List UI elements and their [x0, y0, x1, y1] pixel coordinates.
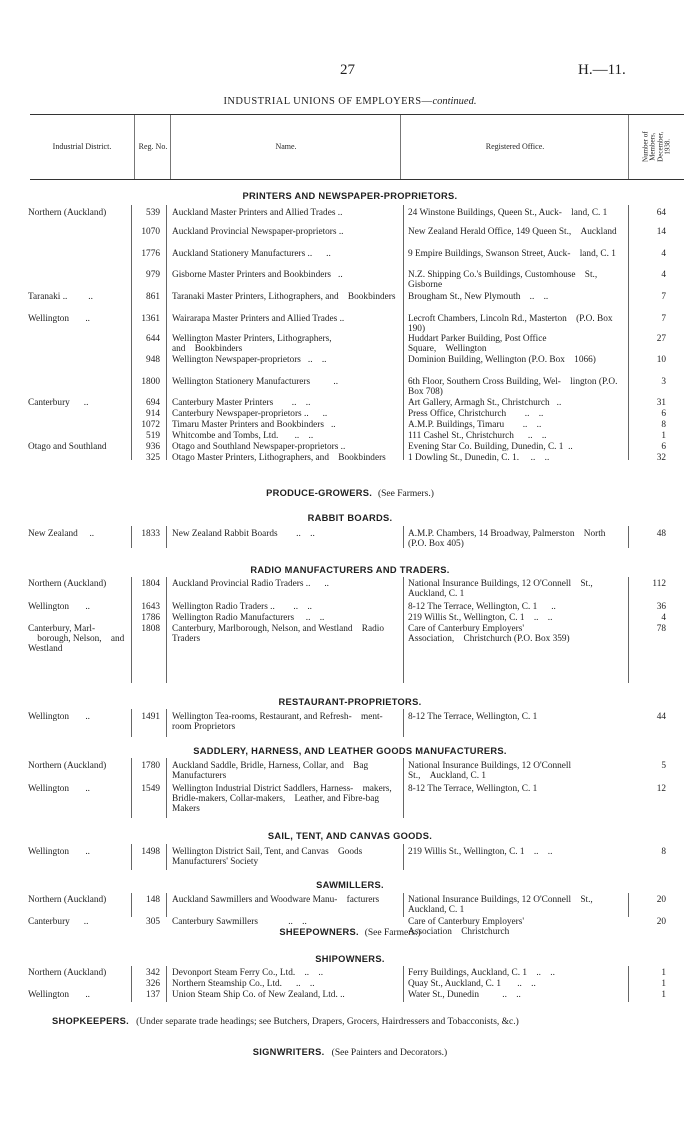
cell-office: Care of Canterbury Employers' Association Christchurch [408, 917, 525, 937]
col-header-members [628, 115, 685, 179]
cell-reg: 936 [146, 442, 160, 452]
cell-members: 6 [661, 442, 666, 452]
cell-office: 8-12 The Terrace, Wellington, C. 1 [408, 784, 538, 794]
signwriters-title: SIGNWRITERS. [252, 1047, 325, 1057]
cell-reg: 1808 [141, 624, 160, 634]
cell-name: Devonport Steam Ferry Co., Ltd. .. .. [172, 968, 324, 978]
cell-office: 219 Willis St., Wellington, C. 1 .. .. [408, 613, 553, 623]
cell-district: Northern (Auckland) [28, 579, 107, 589]
cell-district: Canterbury .. [28, 398, 89, 408]
section-heading: SADDLERY, HARNESS, AND LEATHER GOODS MANUFACTURERS. [193, 746, 507, 756]
cell-members: 10 [656, 355, 666, 365]
cell-office: 8-12 The Terrace, Wellington, C. 1 .. [408, 602, 556, 612]
section-heading-title: PRODUCE-GROWERS. [266, 488, 373, 498]
cell-name: Wellington Stationery Manufacturers .. [172, 377, 339, 387]
cell-name: Wellington Master Printers, Lithographers, and Bookbinders [172, 334, 332, 354]
cell-reg: 1804 [141, 579, 160, 589]
cell-reg: 1786 [141, 613, 160, 623]
cell-members: 7 [661, 292, 666, 302]
cell-office: Lecroft Chambers, Lincoln Rd., Masterton (P.O. Box 190) [408, 314, 613, 334]
cell-members: 12 [656, 784, 666, 794]
cell-name: Northern Steamship Co., Ltd. .. .. [172, 979, 315, 989]
cell-name: Otago Master Printers, Lithographers, and Bookbinders [172, 453, 386, 463]
title-suffix: continued. [432, 96, 477, 107]
cell-name: Taranaki Master Printers, Lithographers, and Bookbinders [172, 292, 396, 302]
cell-reg: 1361 [141, 314, 160, 324]
members-header-line: Number of [641, 131, 650, 163]
cell-office: Brougham St., New Plymouth .. .. [408, 292, 549, 302]
cell-office: Ferry Buildings, Auckland, C. 1 .. .. [408, 968, 555, 978]
col-header-reg: Reg. No. [134, 115, 171, 179]
cell-office: National Insurance Buildings, 12 O'Connell St., Auckland, C. 1 [408, 895, 593, 915]
column-rule [166, 205, 167, 460]
cell-name: Wellington Tea-rooms, Restaurant, and Refresh- ment-room Proprietors [172, 712, 383, 732]
column-rule [166, 526, 167, 548]
column-rule [403, 966, 404, 1002]
cell-members: 6 [661, 409, 666, 419]
cell-reg: 342 [146, 968, 160, 978]
cell-members: 112 [652, 579, 666, 589]
cell-reg: 1072 [141, 420, 160, 430]
cell-name: Wellington Radio Manufacturers .. .. [172, 613, 325, 623]
cell-district: Northern (Auckland) [28, 761, 107, 771]
col-header-district: Industrial District. [52, 141, 112, 151]
column-rule [166, 577, 167, 683]
cell-reg: 1776 [141, 249, 160, 259]
cell-district: New Zealand .. [28, 529, 95, 539]
cell-reg: 979 [146, 270, 160, 280]
cell-office: A.M.P. Chambers, 14 Broadway, Palmerston North (P.O. Box 405) [408, 529, 606, 549]
cell-name: Wellington Industrial District Saddlers, Harness- makers, Bridle-makers, Collar-makers, Leather, and Fibre-bag Makers [172, 784, 392, 814]
cell-name: Auckland Provincial Radio Traders .. .. [172, 579, 329, 589]
cell-name: Wellington Newspaper-proprietors .. .. [172, 355, 327, 365]
section-heading: SHIPOWNERS. [315, 954, 385, 964]
section-heading: PRINTERS AND NEWSPAPER-PROPRIETORS. [242, 191, 458, 201]
column-header [30, 114, 684, 180]
cell-name: Auckland Stationery Manufacturers .. .. [172, 249, 331, 259]
members-header-line: Members, [648, 132, 657, 162]
cell-reg: 1498 [141, 847, 160, 857]
cell-district: Canterbury, Marl- borough, Nelson, and Westland [28, 624, 125, 654]
cell-reg: 148 [146, 895, 160, 905]
cell-reg: 914 [146, 409, 160, 419]
cell-members: 27 [656, 334, 666, 344]
cell-members: 31 [656, 398, 666, 408]
cell-office: Quay St., Auckland, C. 1 .. .. [408, 979, 536, 989]
page-title [0, 96, 700, 107]
cell-office: 8-12 The Terrace, Wellington, C. 1 [408, 712, 538, 722]
cell-office: Huddart Parker Building, Post Office Square, Wellington [408, 334, 547, 354]
cell-reg: 305 [146, 917, 160, 927]
cell-name: Union Steam Ship Co. of New Zealand, Ltd. .. [172, 990, 345, 1000]
column-rule [166, 758, 167, 818]
column-rule [166, 709, 167, 737]
document-reference: H.—11. [578, 62, 626, 78]
column-rule [403, 577, 404, 683]
cell-members: 78 [656, 624, 666, 634]
cell-name: New Zealand Rabbit Boards .. .. [172, 529, 315, 539]
cell-name: Canterbury Newspaper-proprietors .. .. [172, 409, 328, 419]
column-rule [166, 893, 167, 917]
section-heading: SAWMILLERS. [316, 880, 384, 890]
col-header-name: Name. [170, 115, 401, 179]
cell-members: 8 [661, 847, 666, 857]
cell-office: National Insurance Buildings, 12 O'Connell St., Auckland, C. 1 [408, 579, 593, 599]
cell-district: Wellington .. [28, 314, 91, 324]
cell-reg: 137 [146, 990, 160, 1000]
cell-district: Northern (Auckland) [28, 208, 107, 218]
cell-members: 4 [661, 249, 666, 259]
cell-name: Wellington Radio Traders .. .. .. [172, 602, 312, 612]
cell-office: Water St., Dunedin .. .. [408, 990, 521, 1000]
title-main: INDUSTRIAL UNIONS OF EMPLOYERS— [223, 96, 433, 107]
column-rule [403, 709, 404, 737]
shopkeepers-text: (Under separate trade headings; see Butchers, Drapers, Grocers, Hairdressers and Tobacconists, &c.) [136, 1017, 519, 1027]
cell-district: Wellington .. [28, 712, 91, 722]
cell-name: Otago and Southland Newspaper-proprietors .. [172, 442, 346, 452]
cell-reg: 1549 [141, 784, 160, 794]
cell-office: Evening Star Co. Building, Dunedin, C. 1 .. [408, 442, 573, 452]
cell-reg: 1780 [141, 761, 160, 771]
shopkeepers-title: SHOPKEEPERS. [52, 1016, 129, 1026]
cell-office: National Insurance Buildings, 12 O'Connell St., Auckland, C. 1 [408, 761, 572, 781]
cell-name: Auckland Sawmillers and Woodware Manu- facturers [172, 895, 380, 905]
cell-members: 4 [661, 613, 666, 623]
cell-members: 14 [656, 227, 666, 237]
cell-reg: 861 [146, 292, 160, 302]
cell-district: Wellington .. [28, 847, 91, 857]
cell-district: Wellington .. [28, 990, 91, 1000]
cell-members: 3 [661, 377, 666, 387]
section-heading: RESTAURANT-PROPRIETORS. [278, 697, 422, 707]
section-heading: RADIO MANUFACTURERS AND TRADERS. [250, 565, 450, 575]
cell-members: 48 [656, 529, 666, 539]
cell-reg: 1643 [141, 602, 160, 612]
cell-office: Dominion Building, Wellington (P.O. Box 1066) [408, 355, 596, 365]
cell-district: Wellington .. [28, 602, 91, 612]
cell-reg: 1070 [141, 227, 160, 237]
col-header-office: Registered Office. [400, 115, 629, 179]
cell-office: 24 Winstone Buildings, Queen St., Auck- land, C. 1 [408, 208, 608, 218]
column-rule [403, 205, 404, 460]
cell-members: 1 [661, 431, 666, 441]
shopkeepers-note [52, 1016, 519, 1027]
cell-district: Canterbury .. [28, 917, 89, 927]
column-rule [166, 844, 167, 870]
members-header-line: December, [656, 131, 664, 163]
cell-members: 1 [661, 968, 666, 978]
section-heading [0, 488, 700, 499]
cell-members: 5 [661, 761, 666, 771]
signwriters-text: (See Painters and Decorators.) [331, 1048, 448, 1058]
cell-name: Whitcombe and Tombs, Ltd. .. .. [172, 431, 314, 441]
cell-office: Press Office, Christchurch .. .. [408, 409, 544, 419]
cell-office: Art Gallery, Armagh St., Christchurch .. [408, 398, 562, 408]
cell-name: Canterbury, Marlborough, Nelson, and Westland Radio Traders [172, 624, 385, 644]
cell-office: 111 Cashel St., Christchurch .. .. [408, 431, 547, 441]
cell-reg: 326 [146, 979, 160, 989]
cell-office: 9 Empire Buildings, Swanson Street, Auck- land, C. 1 [408, 249, 616, 259]
cell-reg: 1833 [141, 529, 160, 539]
cell-reg: 948 [146, 355, 160, 365]
section-heading: RABBIT BOARDS. [307, 513, 393, 523]
cell-district: Wellington .. [28, 784, 91, 794]
page-number: 27 [340, 62, 355, 78]
cell-name: Canterbury Sawmillers .. .. [172, 917, 307, 927]
cell-members: 32 [656, 453, 666, 463]
cell-name: Auckland Provincial Newspaper-proprietors .. [172, 227, 344, 237]
cell-members: 20 [656, 917, 666, 927]
cell-members: 44 [656, 712, 666, 722]
column-rule [403, 526, 404, 548]
cell-district: Otago and Southland [28, 442, 107, 452]
cell-members: 64 [656, 208, 666, 218]
cell-members: 7 [661, 314, 666, 324]
signwriters-note [0, 1047, 700, 1058]
cell-reg: 1491 [141, 712, 160, 722]
cell-name: Auckland Master Printers and Allied Trades .. [172, 208, 343, 218]
cell-name: Wellington District Sail, Tent, and Canvas Goods Manufacturers' Society [172, 847, 363, 867]
cell-office: N.Z. Shipping Co.'s Buildings, Customhouse St., Gisborne [408, 270, 598, 290]
cell-members: 20 [656, 895, 666, 905]
section-heading-note: (See Farmers.) [364, 928, 421, 938]
section-heading-title: SHEEPOWNERS. [279, 927, 359, 937]
cell-office: 6th Floor, Southern Cross Building, Wel- lington (P.O. Box 708) [408, 377, 618, 397]
cell-reg: 1800 [141, 377, 160, 387]
cell-district: Northern (Auckland) [28, 895, 107, 905]
cell-members: 8 [661, 420, 666, 430]
cell-reg: 325 [146, 453, 160, 463]
cell-members: 4 [661, 270, 666, 280]
cell-office: New Zealand Herald Office, 149 Queen St., Auckland [408, 227, 617, 237]
cell-office: 219 Willis St., Wellington, C. 1 .. .. [408, 847, 553, 857]
members-header-line: 1938. [663, 139, 672, 155]
cell-office: 1 Dowling St., Dunedin, C. 1. .. .. [408, 453, 550, 463]
cell-name: Wairarapa Master Printers and Allied Trades .. [172, 314, 345, 324]
cell-reg: 519 [146, 431, 160, 441]
cell-district: Taranaki .. .. [28, 292, 93, 302]
cell-district: Northern (Auckland) [28, 968, 107, 978]
section-heading: SAIL, TENT, AND CANVAS GOODS. [267, 831, 433, 841]
column-rule [166, 966, 167, 1002]
cell-reg: 694 [146, 398, 160, 408]
column-rule [403, 758, 404, 818]
section-heading-note: (See Farmers.) [377, 489, 434, 499]
column-rule [403, 844, 404, 870]
cell-name: Timaru Master Printers and Bookbinders .. [172, 420, 336, 430]
cell-reg: 539 [146, 208, 160, 218]
cell-members: 1 [661, 990, 666, 1000]
cell-reg: 644 [146, 334, 160, 344]
cell-office: Care of Canterbury Employers' Association, Christchurch (P.O. Box 359) [408, 624, 570, 644]
cell-name: Gisborne Master Printers and Bookbinders .. [172, 270, 343, 280]
cell-name: Auckland Saddle, Bridle, Harness, Collar, and Bag Manufacturers [172, 761, 369, 781]
cell-name: Canterbury Master Printers .. .. [172, 398, 311, 408]
cell-members: 36 [656, 602, 666, 612]
cell-office: A.M.P. Buildings, Timaru .. .. [408, 420, 542, 430]
cell-members: 1 [661, 979, 666, 989]
column-rule [403, 893, 404, 917]
